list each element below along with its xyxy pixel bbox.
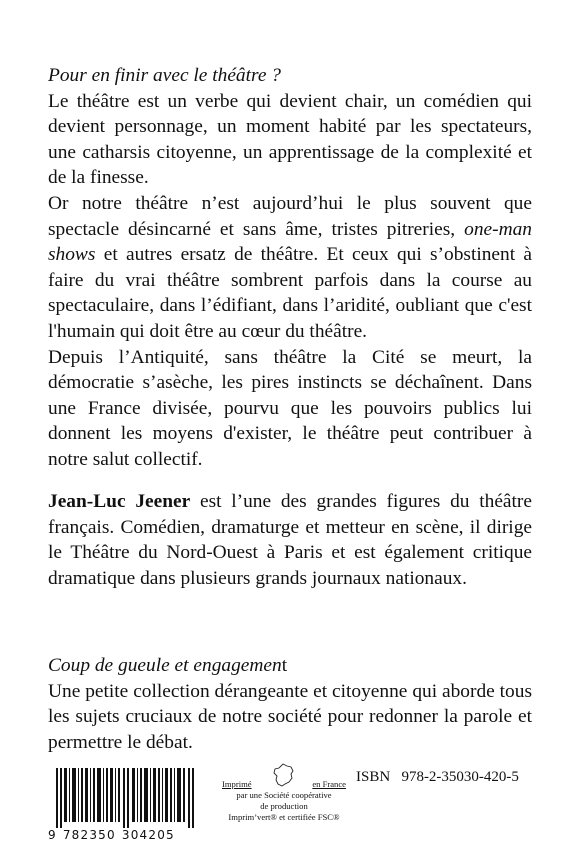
isbn-value: 978-2-35030-420-5 bbox=[401, 769, 519, 785]
author-name: Jean-Luc Jeener bbox=[48, 491, 191, 512]
barcode-digits-left: 782350 bbox=[62, 828, 116, 842]
cooperative-line: par une Société coopérative bbox=[236, 790, 332, 800]
certification-line: Imprim’vert® et certifiée FSC® bbox=[228, 812, 340, 822]
barcode-digit-lead: 9 bbox=[48, 828, 57, 842]
print-origin-notice bbox=[222, 768, 346, 844]
isbn bbox=[356, 768, 519, 786]
paragraph bbox=[48, 191, 532, 345]
paragraph-text: et autres ersatz de théâtre. Et ceux qui s’obstinent à faire du vrai théâtre sombrent parfois dans la course au spectaculaire, dans l’édifiant, dans l’aridité, oubliant que c'est l'humain qui doit être au cœur du théâtre. bbox=[48, 244, 532, 342]
paragraph: Depuis l’Antiquité, sans théâtre la Cité se meurt, la démocratie s’asèche, les pires instincts se déchaînent. Dans une France divisée, pourvu que les pouvoirs publics lui donnent les moyens d'exister, le théâtre peut contribuer à notre salut collectif. bbox=[48, 346, 532, 470]
en-france-label: en France bbox=[312, 779, 346, 789]
imprime-label: Imprimé bbox=[222, 779, 252, 789]
isbn-label: ISBN bbox=[356, 769, 391, 785]
barcode bbox=[48, 768, 200, 844]
author-bio bbox=[48, 489, 532, 591]
paragraph: Le théâtre est un verbe qui devient chair, un comédien qui devient personnage, un moment habité par les spectateurs, une catharsis citoyenne, un apprentissage de la complexité et de la finesse. bbox=[48, 90, 532, 189]
section-heading: Pour en finir avec le théâtre ? bbox=[48, 65, 281, 86]
barcode-digits-right: 304205 bbox=[121, 828, 175, 842]
author-bio-text: est l’une des grandes figures du théâtre français. Comédien, dramaturge et metteur en scène, il dirige le Théâtre du Nord-Ouest à Paris et est également critique dramatique dans plusieurs grands journaux nationaux. bbox=[48, 491, 532, 589]
collection-section bbox=[48, 653, 532, 755]
cooperative-line: de production bbox=[260, 801, 308, 811]
section-heading-italic: Coup de gueule et engagemen bbox=[48, 655, 282, 676]
france-map-icon bbox=[271, 762, 297, 788]
barcode-bars-icon bbox=[54, 768, 198, 828]
paragraph-italic-text: one-man shows bbox=[48, 218, 532, 266]
synopsis-section bbox=[48, 63, 532, 473]
section-heading-tail: t bbox=[281, 655, 288, 676]
author-section bbox=[48, 489, 532, 591]
barcode-digits bbox=[48, 826, 200, 844]
paragraph: Une petite collection dérangeante et citoyenne qui aborde tous les sujets cruciaux de notre société pour redonner la parole et permettre le débat. bbox=[48, 680, 532, 753]
paragraph-text: Or notre théâtre n’est aujourd’hui le plus souvent que spectacle désincarné et sans âme, tristes pitreries, bbox=[48, 192, 532, 240]
section-heading bbox=[48, 653, 532, 679]
